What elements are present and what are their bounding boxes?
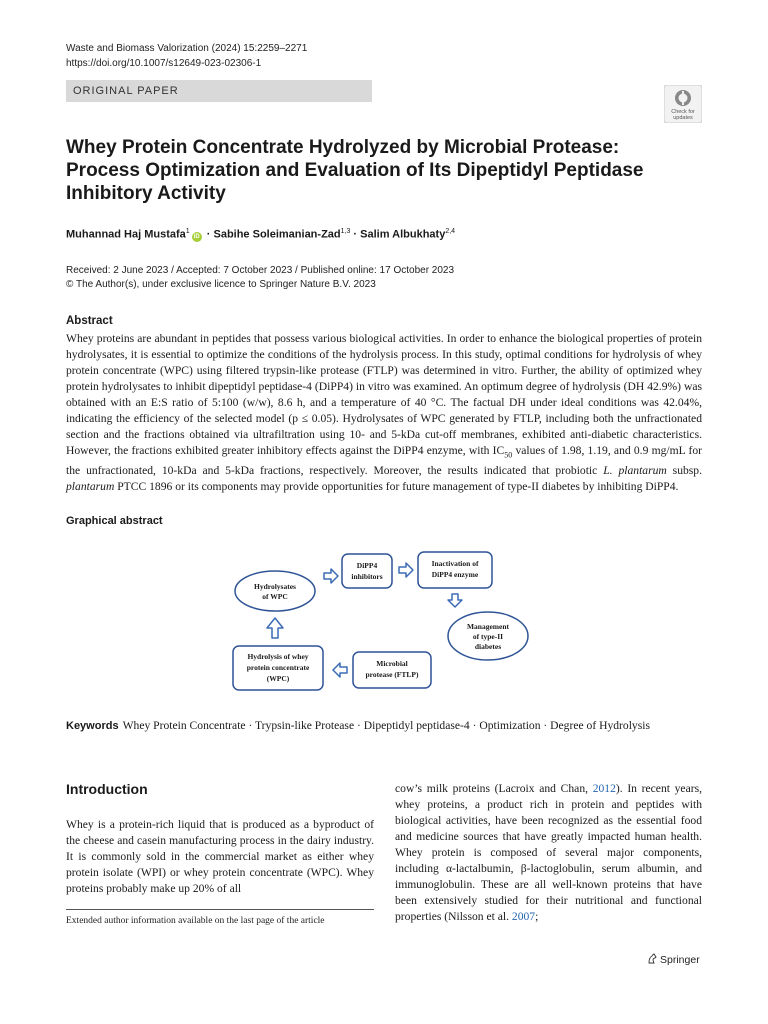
intro-left-column xyxy=(66,817,374,897)
node-inactivation xyxy=(418,552,492,588)
keywords-text: Whey Protein Concentrate · Trypsin-like Protease · Dipeptidyl peptidase-4 · Optimization · Degree of Hydrolysis xyxy=(122,719,650,732)
node-text: Hydrolysis of whey xyxy=(247,652,309,661)
node-hydrolysates xyxy=(235,571,315,611)
node-text: protein concentrate xyxy=(246,663,310,672)
received-line: Received: 2 June 2023 / Accepted: 7 October 2023 / Published online: 17 October 2023 xyxy=(66,265,455,276)
arrow-up-icon xyxy=(267,618,283,638)
publisher-logo xyxy=(647,953,700,966)
abstract-text: PTCC 1896 or its components may provide opportunities for future management of type-II diabetes by inhibiting DiPP4. xyxy=(114,480,679,494)
keywords xyxy=(66,718,702,734)
citation-link[interactable]: 2012 xyxy=(592,782,616,795)
node-text: Hydrolysates xyxy=(254,582,296,591)
node-text: DiPP4 xyxy=(356,561,378,570)
node-microbial-protease xyxy=(353,652,431,688)
node-text: DiPP4 enzyme xyxy=(431,570,479,579)
footnote-divider xyxy=(66,909,374,910)
author-name[interactable]: Sabihe Soleimanian-Zad xyxy=(213,228,341,241)
node-text: Inactivation of xyxy=(431,559,479,568)
author-separator: · xyxy=(203,228,214,241)
abstract-text: values of 1.98, 1.19, and 0.9 mg/mL for the unfractionated, 10-kDa and 5-kDa fractions, respectively. Moreover, the results indicated that probiotic xyxy=(66,444,702,478)
check-updates-icon xyxy=(664,85,702,123)
updates-line1: Check for xyxy=(671,109,695,115)
abstract-heading: Abstract xyxy=(66,315,113,327)
journal-line: Waste and Biomass Valorization (2024) 15:2259–2271 xyxy=(66,43,308,54)
node-dipp4-inhibitors xyxy=(342,554,392,588)
intro-right-column xyxy=(395,781,702,925)
node-text: Management xyxy=(466,622,510,631)
doi-link[interactable]: https://doi.org/10.1007/s12649-023-02306-1 xyxy=(66,58,262,69)
node-text: diabetes xyxy=(474,642,502,651)
intro-text: ). In recent years, whey proteins, a product rich in protein and peptides with biological activities, have been recognized as the essential food and medicine sources that have greatly impacted human health. Whey protein is composed of several major components, including α-lactalbumin, β-lactoglobulin, serum albumin, and immunoglobulin. These are all well-known proteins that have been extensively studied for their nutritional and functional properties (Nilsson et al. xyxy=(395,782,702,923)
copyright-line: © The Author(s), under exclusive licence to Springer Nature B.V. 2023 xyxy=(66,279,376,290)
publication-dates xyxy=(66,264,454,292)
author-name[interactable]: Muhannad Haj Mustafa xyxy=(66,228,186,241)
journal-citation xyxy=(66,41,307,71)
arrow-down-icon xyxy=(448,594,462,607)
abstract-text: subsp. xyxy=(666,464,702,478)
arrow-left-icon xyxy=(333,663,347,677)
arrow-right-icon xyxy=(324,569,338,583)
node-text: protease (FTLP) xyxy=(365,670,419,679)
node-text: of WPC xyxy=(262,592,288,601)
citation-link[interactable]: 2007 xyxy=(511,910,536,923)
footnote: Extended author information available on the last page of the article xyxy=(66,916,325,926)
check-for-updates-badge[interactable] xyxy=(664,85,702,123)
springer-horse-icon xyxy=(647,953,657,964)
node-management xyxy=(448,612,528,660)
introduction-heading: Introduction xyxy=(66,781,148,797)
author-affiliation: 1 xyxy=(185,228,190,235)
intro-text: cow’s milk proteins (Lacroix and Chan, xyxy=(395,782,593,795)
arrow-right-icon xyxy=(399,563,413,577)
author-list xyxy=(66,228,455,242)
author-name[interactable]: Salim Albukhaty xyxy=(360,228,446,241)
node-hydrolysis xyxy=(233,646,323,690)
abstract-body xyxy=(66,331,702,495)
intro-paragraph: Whey is a protein-rich liquid that is produced as a byproduct of the cheese and casein manufacturing process in the dairy industry. It is commonly sold in the commercial market as either whey protein isolate (WPI) or whey protein concentrate (WPC). Whey proteins probably make up 20% of all xyxy=(66,818,374,895)
article-type-badge: ORIGINAL PAPER xyxy=(66,80,372,102)
species-name: plantarum xyxy=(66,480,115,494)
species-name: L. plantarum xyxy=(603,464,667,478)
author-separator: · xyxy=(350,228,361,241)
node-text: (WPC) xyxy=(266,674,290,683)
intro-text: ; xyxy=(535,910,539,923)
node-text: of type-II xyxy=(472,632,504,641)
node-text: inhibitors xyxy=(351,572,383,581)
graphical-abstract-heading: Graphical abstract xyxy=(66,515,163,527)
abstract-subscript: 50 xyxy=(504,450,513,460)
author-affiliation: 2,4 xyxy=(445,228,456,235)
abstract-text: Whey proteins are abundant in peptides that possess various biological activities. In order to enhance the biological properties of protein hydrolysates, it is essential to optimize the conditions of the hydrolysis process. In this study, optimal conditions for hydrolysis of whey protein concentrate (WPC) using filtered trypsin-like protease (FTLP) was determined in vitro. Further, the ability of optimized whey protein hydrolysates to inhibit dipeptidyl peptidase-4 (DiPP4) in vitro was examined. An optimum degree of hydrolysis (DH 42.9%) was obtained with an E:S ratio of 5:100 (w/w), 8.6 h, and a temperature of 40 °C. The factual DH under ideal conditions was 42.04%, indicating the efficiency of the selected model (p ≤ 0.05). Hydrolysates of WPC generated by FTLP, including both the unfractionated section and the fractions obtained via ultrafiltration using 10- and 5-kDa cut-off membranes, exhibited anti-diabetic characteristics. However, the fractions exhibited greater inhibitory effects against the DiPP4 enzyme, with IC xyxy=(66,332,702,457)
publisher-name: Springer xyxy=(660,954,700,966)
updates-line2: updates xyxy=(673,115,693,121)
orcid-icon[interactable]: iD xyxy=(193,233,200,240)
paper-title: Whey Protein Concentrate Hydrolyzed by Microbial Protease: Process Optimization and Evaluation of Its Dipeptidyl Peptidase Inhibitory Activity xyxy=(66,137,644,204)
node-text: Microbial xyxy=(376,659,408,668)
keywords-label: Keywords xyxy=(66,720,119,732)
author-affiliation: 1,3 xyxy=(340,228,351,235)
graphical-abstract-diagram xyxy=(230,546,542,694)
